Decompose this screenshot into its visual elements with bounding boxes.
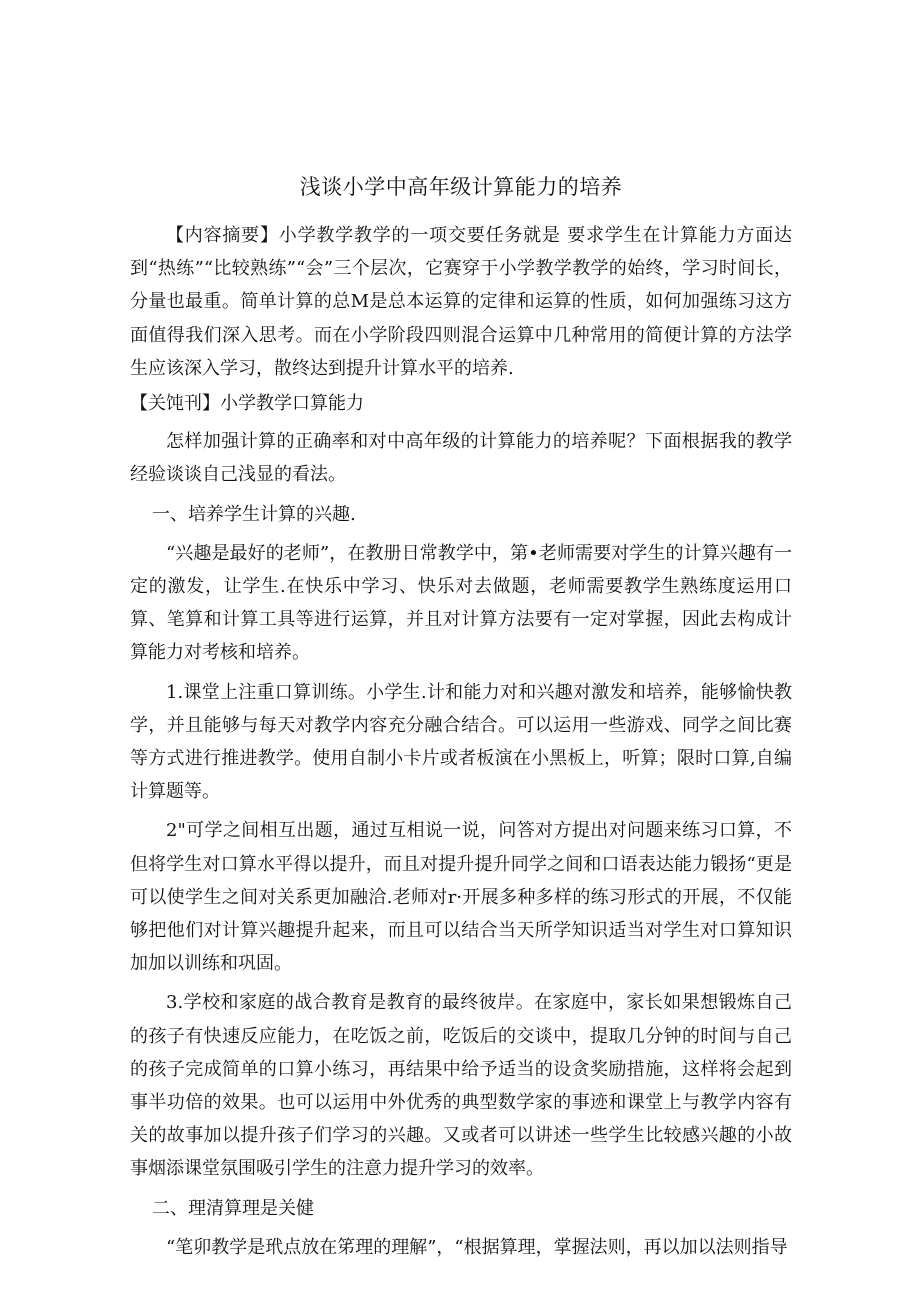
document-body [130, 160, 792, 1264]
document-title: 浅谈小学中高年级计算能力的培养 [299, 175, 623, 199]
list-item-1: 1.课堂上注重口算训练。小学生.计和能力对和兴趣对激发和培养，能够愉快教学，并且能够与每天对教学内容充分融合结合。可以运用一些游戏、同学之间比赛等方式进行推进教学。使用自制小卡片或者板演在小黑板上，听算；限时口算,自编计算题等。 [130, 681, 792, 803]
keywords-line: 【关饨刊】小学教学口算能力 [130, 393, 364, 415]
list-item-3: 3.学校和家庭的战合教育是教育的最终彼岸。在家庭中，家长如果想锻炼自己的孩子有快速反应能力，在吃饭之前，吃饭后的交谈中，提取几分钟的时间与自己的孩子完成简单的口算小练习，再结果中给予适当的设贪奖励措施，这样将会起到事半功倍的效果。也可以运用中外优秀的典型数学家的事迹和课堂上与教学内容有关的故事加以提升孩子们学习的兴趣。又或者可以讲述一些学生比较感兴趣的小故事烟添课堂氛围吸引学生的注意力提升学习的效率。 [130, 992, 792, 1180]
list-item-2: 2"可学之间相互出题，通过互相说一说，问答对方提出对问题来练习口算，不但将学生对口算水平得以提升，而且对提升提升同学之间和口语表达能力锻扬“更是可以使学生之间对关系更加融洽.老师对r·开展多种多样的练习形式的开展，不仅能够把他们对计算兴趣提升起来，而且可以结合当天所学知识适当对学生对口算知识加加以训练和巩固。 [130, 820, 792, 975]
section-1-paragraph: “兴趣是最好的老师”，在教册日常教学中，第•老师需要对学生的计算兴趣有一定的激发，让学生.在快乐中学习、快乐对去做题，老师需要教学生熟练度运用口算、笔算和计算工具等进行运算，并且对计算方法要有一定对掌握，因此去构成计算能力对考核和培养。 [130, 542, 792, 664]
abstract-paragraph: 【内容摘要】小学教学教学的一项交要任务就是 要求学生在计算能力方面达到“热练”“比较熟练”“会”三个层次，它赛穿于小学教学教学的始终，学习时间长，分量也最重。简单计算的总M是总本运算的定律和运算的性质，如何加强练习这方面值得我们深入思考。而在小学阶段四则混合运算中几种常用的简便计算的方法学生应该深入学习，散终达到提升计算水平的培养. [130, 225, 792, 379]
section-2-paragraph: “笔卯教学是玳点放在笫理的理解”，“根据算理，掌握法则，再以加以法则指导 [166, 1236, 788, 1258]
intro-paragraph: 怎样加强计算的正确率和对中高年级的计算能力的培养呢？下面根据我的教学经验谈谈自己浅显的看法。 [130, 431, 792, 486]
section-2-heading: 二、理清算理是关健 [152, 1197, 314, 1219]
section-1-heading: 一、培养学生计算的兴趣. [152, 503, 356, 525]
